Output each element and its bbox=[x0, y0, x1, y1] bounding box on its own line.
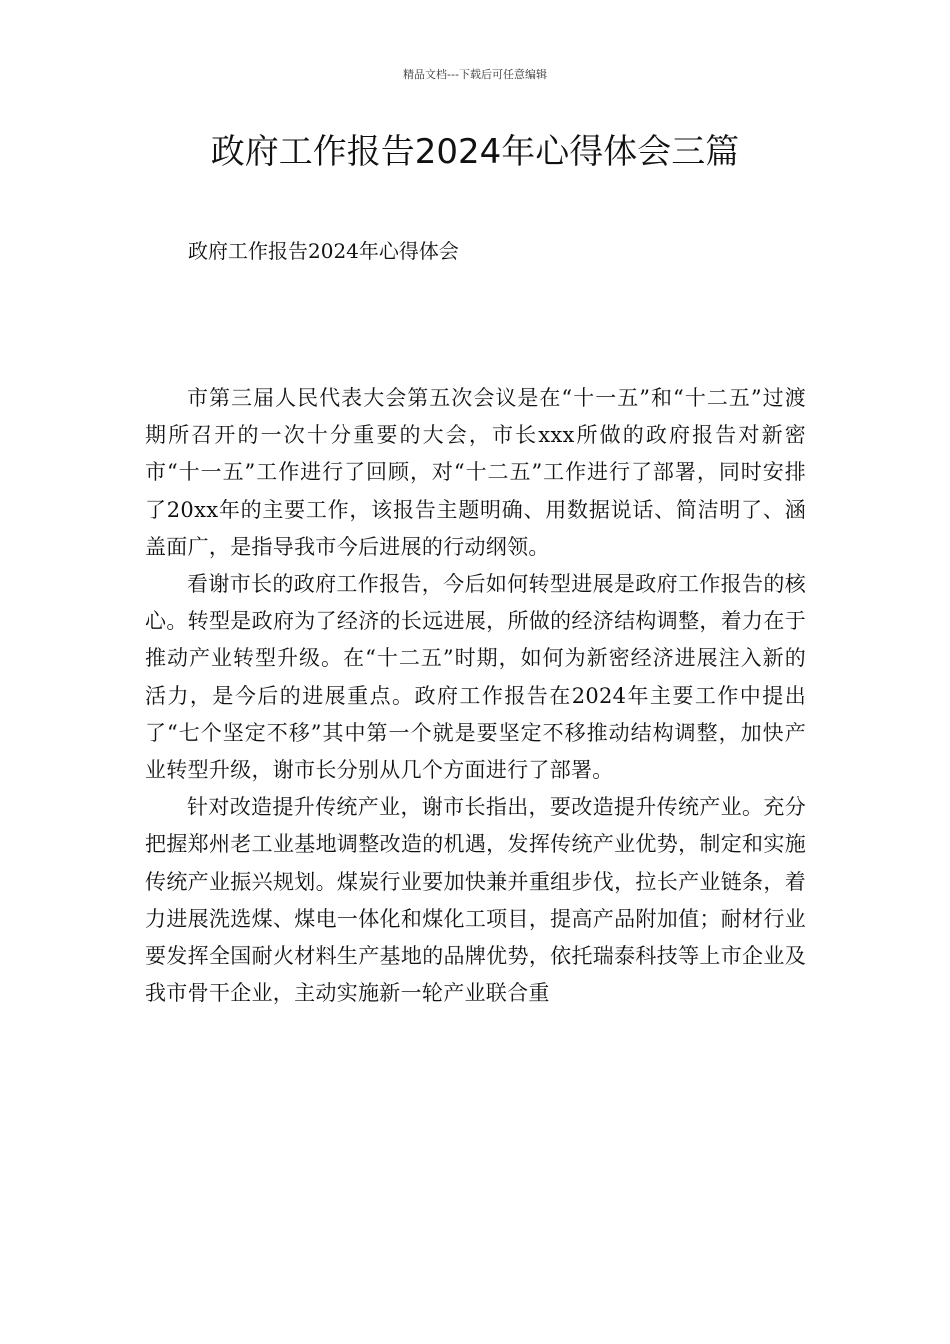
page-header-watermark: 精品文档---下载后可任意编辑 bbox=[403, 68, 547, 81]
body-paragraph: 针对改造提升传统产业，谢市长指出，要改造提升传统产业。充分把握郑州老工业基地调整改造的机遇，发挥传统产业优势，制定和实施传统产业振兴规划。煤炭行业要加快兼并重组步伐，拉长产业链条，着力进展洗选煤、煤电一体化和煤化工项目，提高产品附加值；耐材行业要发挥全国耐火材料生产基地的品牌优势，依托瑞泰科技等上市企业及我市骨干企业，主动实施新一轮产业联合重 bbox=[145, 795, 806, 1006]
document-subtitle: 政府工作报告2024年心得体会 bbox=[188, 239, 459, 263]
body-paragraph: 市第三届人民代表大会第五次会议是在“十一五”和“十二五”过渡期所召开的一次十分重要的大会，市长xxx所做的政府报告对新密市“十一五”工作进行了回顾，对“十二五”工作进行了部署，同时安排了20xx年的主要工作，该报告主题明确、用数据说话、简洁明了、涵盖面广，是指导我市今后进展的行动纲领。 bbox=[145, 386, 806, 559]
body-paragraph: 看谢市长的政府工作报告，今后如何转型进展是政府工作报告的核心。转型是政府为了经济的长远进展，所做的经济结构调整，着力在于推动产业转型升级。在“十二五”时期，如何为新密经济进展注入新的活力，是今后的进展重点。政府工作报告在2024年主要工作中提出了“七个坚定不移”其中第一个就是要坚定不移推动结构调整，加快产业转型升级，谢市长分别从几个方面进行了部署。 bbox=[145, 572, 806, 783]
document-title: 政府工作报告2024年心得体会三篇 bbox=[210, 132, 740, 172]
document-body bbox=[145, 380, 806, 1012]
